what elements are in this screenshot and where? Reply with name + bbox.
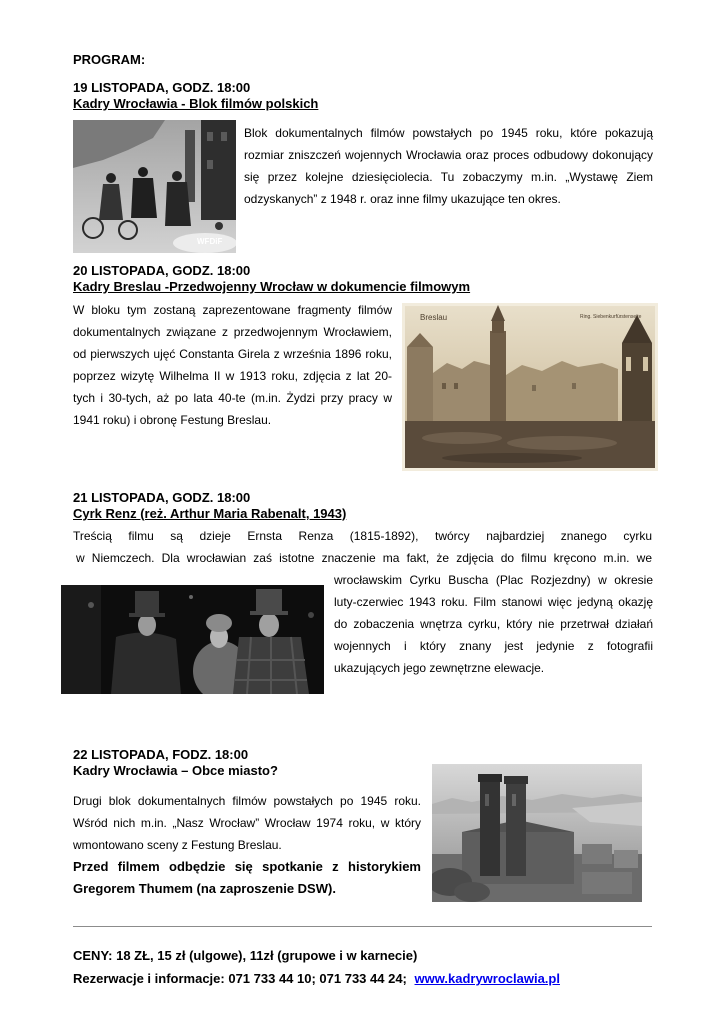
event-title: Cyrk Renz (reż. Arthur Maria Rabenalt, 1943) [73, 506, 347, 521]
event-description [244, 122, 653, 210]
event-title: Kadry Wrocławia - Blok filmów polskich [73, 96, 319, 111]
circus-film-still-photo [61, 585, 324, 694]
war-ruins-photo [73, 120, 236, 253]
walking-figure [131, 178, 157, 218]
description-line: od pierwszych ujęć Constanta Girela z września 1896 roku, [73, 347, 392, 361]
event-date: 21 LISTOPADA, GODZ. 18:00 [73, 490, 251, 505]
footer-divider [73, 926, 652, 927]
description-line: Treścią filmu są dzieje Ernsta Renza (1815-1892), twórcy najbardziej znanego cyrku [73, 529, 652, 543]
circus-film-still-image [61, 585, 324, 694]
description-line: ukazujących jego zewnętrzne elewacje. [334, 661, 545, 675]
description-line: 1941 roku) i obronę Festung Breslau. [73, 413, 272, 427]
tall-house-shape [407, 347, 433, 433]
cathedral-aerial-image [432, 764, 642, 902]
description-line: Blok dokumentalnych filmów powstałych po 1945 roku, które pokazują [244, 126, 653, 140]
event-title: Kadry Breslau -Przedwojenny Wrocław w dokumencie filmowym [73, 279, 471, 294]
walking-figure [165, 182, 191, 226]
meeting-note-line: Gregorem Thumem (na zaproszenie DSW). [73, 881, 336, 896]
event-date: 20 LISTOPADA, GODZ. 18:00 [73, 263, 251, 278]
event-description-top [73, 525, 652, 569]
gothic-church-shape [622, 343, 652, 433]
description-line: W bloku tym zostaną zaprezentowane fragmenty filmów [73, 303, 392, 317]
cathedral-tower-shape [480, 778, 500, 876]
description-line: poprzez wizytę Wilhelma II w 1913 roku, zdjęcia z lat 20- [73, 369, 392, 383]
description-line: się przez kolejne dziesięciolecia. Tu zobaczymy m.in. „Wystawę Ziem [244, 170, 653, 184]
watermark-text: WFDiF [197, 237, 223, 246]
description-line: wrocławskim Cyrku Buscha (Plac Rozjezdny) w okresie [334, 573, 653, 587]
war-ruins-photo-image [73, 120, 236, 253]
ruined-building-shape [201, 120, 236, 220]
event-date: 22 LISTOPADA, FODZ. 18:00 [73, 747, 249, 762]
website-link[interactable]: www.kadrywroclawia.pl [414, 971, 560, 986]
description-line: tych i 30-tych, aż po lata 40-te (m.in. Żydzi przy pracy w [73, 391, 392, 405]
reservations-line [73, 971, 560, 987]
breslau-postcard-photo [402, 303, 658, 471]
cathedral-aerial-photo [432, 764, 642, 902]
program-heading: PROGRAM: [73, 52, 146, 67]
event-title: Kadry Wrocławia – Obce miasto? [73, 763, 278, 778]
event-date: 19 LISTOPADA, GODZ. 18:00 [73, 80, 251, 95]
church-tower-shape [490, 331, 506, 423]
prices-text: CENY: 18 ZŁ, 15 zł (ulgowe), 11zł (grupowe i w karnecie) [73, 948, 418, 963]
meeting-note-line: Przed filmem odbędzie się spotkanie z historykiem [73, 859, 421, 874]
top-hat-shape [135, 591, 159, 615]
description-line: wojennych i który znany jest jedynie z fotografii [334, 639, 653, 653]
event-description [73, 299, 392, 431]
postcard-caption-text: Ring. Siebenkurfürstenseite [580, 314, 642, 320]
breslau-postcard-image [402, 303, 658, 471]
walking-figure [99, 184, 123, 220]
description-line: dokumentalnych związane z przedwojennym Wrocławiem, [73, 325, 392, 339]
man-figure [111, 632, 181, 694]
description-line: Wśród nich m.in. „Nasz Wrocław” Wrocław 1974 roku, w który [73, 816, 421, 830]
event-description-right [334, 569, 653, 679]
description-line: wmontowano sceny z Festung Breslau. [73, 838, 282, 852]
description-line: w Niemczech. Dla wrocławian zaś istotne znaczenie ma fakt, że zdjęcia do filmu kręcono m.in. we [76, 551, 652, 565]
description-line: rozmiar zniszczeń wojennych Wrocławia oraz proces odbudowy dokonujący [244, 148, 653, 162]
event-description [73, 790, 421, 900]
description-line: Drugi blok dokumentalnych filmów powstałych po 1945 roku. [73, 794, 421, 808]
top-hat-shape [256, 589, 282, 613]
reservations-contact: Rezerwacje i informacje: 071 733 44 10; 071 733 44 24; [73, 971, 407, 986]
description-line: odzyskanych” z 1948 r. oraz inne filmy ukazujące ten okres. [244, 192, 561, 206]
description-line: luty-czerwiec 1943 roku. Film stanowi więc jedyną okazję [334, 595, 653, 609]
postcard-title-text: Breslau [420, 313, 448, 322]
description-line: do zobaczenia wnętrza cyrku, który nie przetrwał działań [334, 617, 653, 631]
